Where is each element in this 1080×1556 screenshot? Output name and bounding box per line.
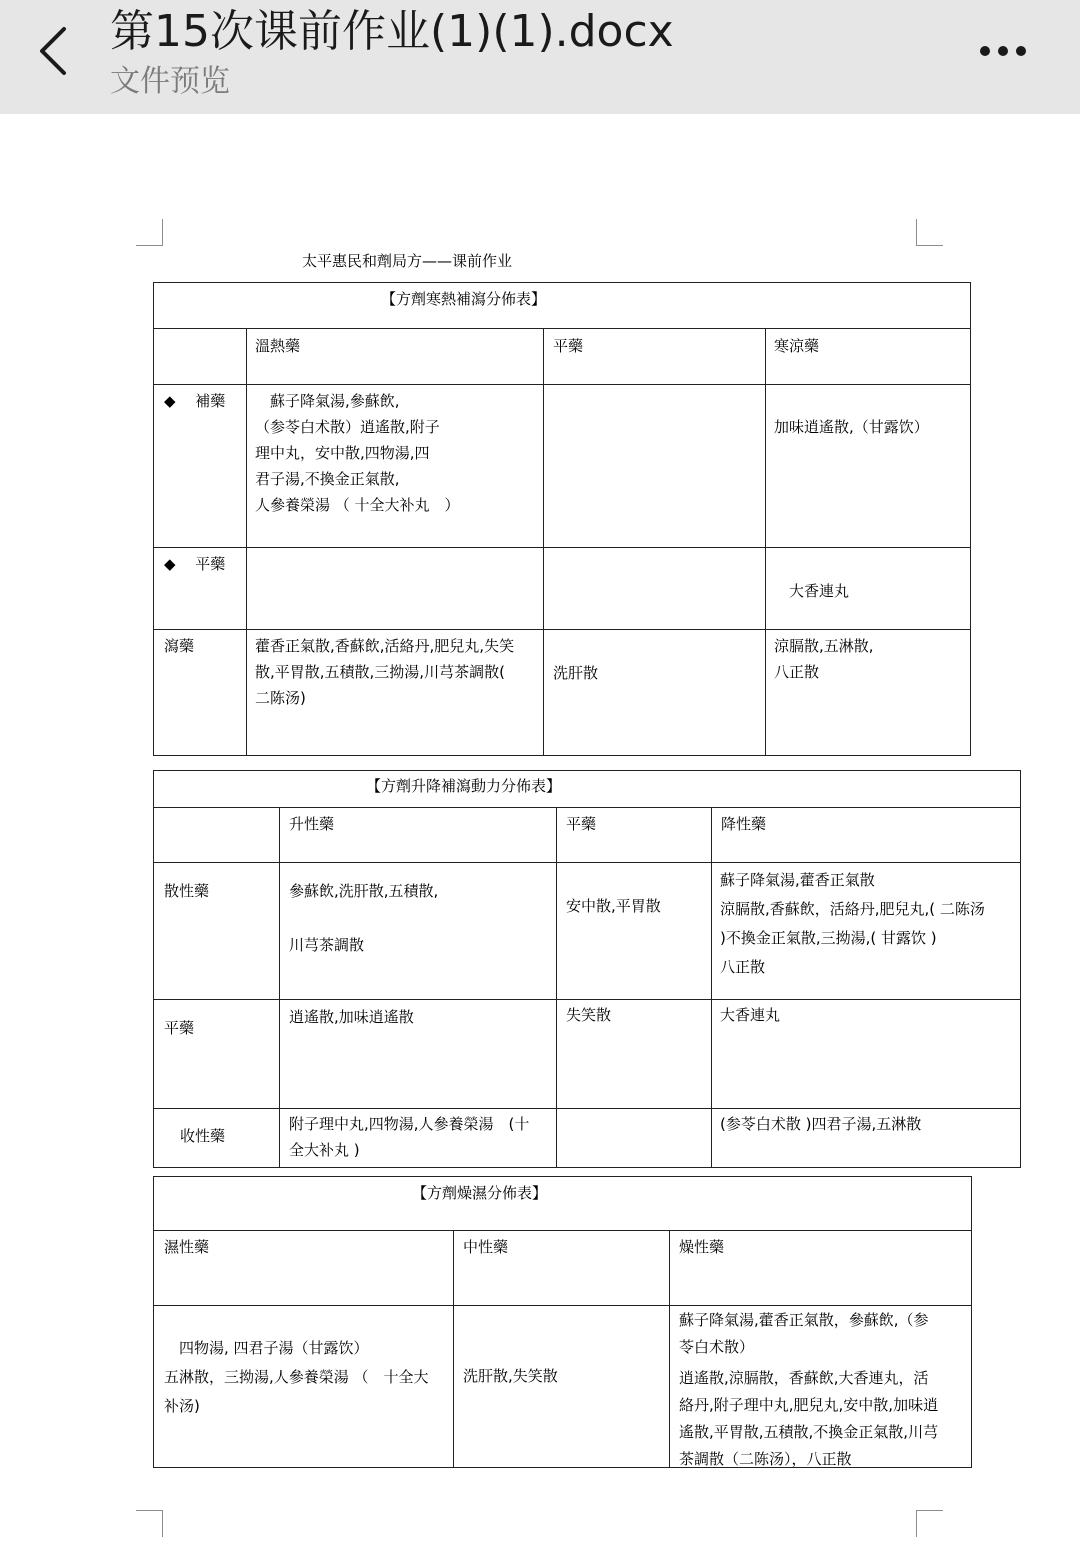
column-header: 平藥 <box>553 337 584 355</box>
crop-mark-top-right <box>916 219 943 246</box>
table-cell: 大香連丸 <box>720 1006 781 1024</box>
table-cell: 藿香正氣散,香蘇飲,活絡丹,肥兒丸,失笑 散,平胃散,五積散,三拗湯,川芎茶調散( 二陈汤) <box>255 637 515 707</box>
table-cell: 逍遙散,加味逍遙散 <box>289 1008 414 1026</box>
chevron-left-icon <box>38 26 68 76</box>
crop-mark-bottom-right <box>916 1510 943 1537</box>
row-label: 收性藥 <box>180 1127 226 1145</box>
document-title: 第15次课前作业(1)(1).docx <box>110 6 674 57</box>
row-label: 散性藥 <box>164 882 210 900</box>
table-ascend-descend <box>153 770 1021 1168</box>
crop-mark-bottom-left <box>136 1510 163 1537</box>
table-cold-heat <box>153 282 971 756</box>
column-header: 升性藥 <box>289 815 335 833</box>
table-cell: 參蘇飲,洗肝散,五積散, <box>289 882 439 900</box>
back-button[interactable] <box>28 20 84 80</box>
column-header: 濕性藥 <box>164 1238 210 1256</box>
column-header: 平藥 <box>566 815 597 833</box>
row-label: ◆ 補藥 <box>164 392 226 410</box>
column-header: 降性藥 <box>721 815 767 833</box>
table-cell: 附子理中丸,四物湯,人參養榮湯 (十 全大补丸 ) <box>289 1115 530 1159</box>
column-header: 寒涼藥 <box>774 337 820 355</box>
table-dry-wet <box>153 1176 972 1468</box>
table-cell: 失笑散 <box>566 1006 612 1024</box>
document-heading: 太平惠民和劑局方——课前作业 <box>302 252 513 270</box>
table-cell: 洗肝散,失笑散 <box>463 1367 558 1385</box>
row-label: ◆ 平藥 <box>164 555 226 573</box>
table-caption: 【方劑寒熱補瀉分佈表】 <box>381 290 547 308</box>
table-cell: 安中散,平胃散 <box>566 897 661 915</box>
table-caption: 【方劑升降補瀉動力分佈表】 <box>366 777 562 795</box>
table-cell: 涼膈散,五淋散, 八正散 <box>774 637 874 681</box>
table-cell: 洗肝散 <box>553 664 599 682</box>
table-cell: 加味逍遙散,（甘露饮） <box>774 418 929 436</box>
row-label: 瀉藥 <box>164 637 195 655</box>
table-cell: 蘇子降氣湯,參蘇飲, （参苓白术散）逍遙散,附子 理中丸，安中散,四物湯,四 君子湯,不換金正氣散, 人參養榮湯 （ 十全大补丸 ） <box>255 392 460 514</box>
crop-mark-top-left <box>136 219 163 246</box>
row-label: 平藥 <box>164 1019 195 1037</box>
table-cell: 大香連丸 <box>774 582 850 600</box>
document-subtitle: 文件预览 <box>110 64 230 99</box>
table-cell: 蘇子降氣湯,藿香正氣散，參蘇飲,（参 苓白术散） 逍遙散,涼膈散，香蘇飲,大香連丸，活 絡丹,附子理中丸,肥兒丸,安中散,加味逍 遙散,平胃散,五積散,不換金正氣散,川芎 茶調散（二陈汤），八正散 <box>679 1311 939 1468</box>
more-options-button[interactable] <box>970 30 1036 70</box>
top-bar <box>0 0 1080 114</box>
table-cell: 川芎茶調散 <box>289 936 365 954</box>
table-caption: 【方劑燥濕分佈表】 <box>412 1184 548 1202</box>
table-cell: (参苓白术散 )四君子湯,五淋散 <box>720 1115 922 1133</box>
table-cell: 四物湯, 四君子湯（甘露饮） 五淋散，三拗湯,人參養榮湯 （ 十全大 补汤) <box>164 1339 429 1415</box>
column-header: 燥性藥 <box>679 1238 725 1256</box>
table-cell: 蘇子降氣湯,藿香正氣散 涼膈散,香蘇飲，活絡丹,肥兒丸,( 二陈汤 )不換金正氣散,三拗湯,( 甘露饮 ) 八正散 <box>720 871 985 976</box>
column-header: 中性藥 <box>463 1238 509 1256</box>
column-header: 溫熱藥 <box>255 337 301 355</box>
